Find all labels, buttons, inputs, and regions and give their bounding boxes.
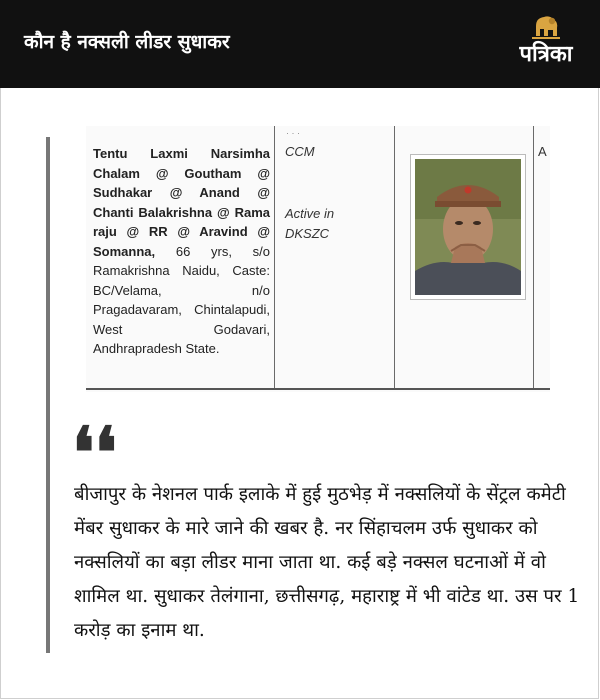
rank-cell: CCM xyxy=(285,144,315,159)
cut-text: · · · xyxy=(286,128,300,138)
next-column-cell: A xyxy=(538,144,547,159)
page-title: कौन है नक्सली लीडर सुधाकर xyxy=(24,31,230,53)
accused-details xyxy=(93,144,270,359)
accused-info: 66 yrs, s/o Ramakrishna Naidu, Caste: BC/Velama, n/o Pragadavaram, Chintalapudi, West Godavari, Andhrapradesh State. xyxy=(93,243,270,356)
portrait-photo xyxy=(410,154,526,300)
accused-aliases: Tentu Laxmi Narsimha Chalam @ Goutham @ Sudhakar @ Anand @ Chanti Balakrishna @ Rama raju @ RR @ Aravind @ Somanna, xyxy=(93,146,270,259)
header-bar xyxy=(0,0,600,88)
patrika-logo[interactable] xyxy=(514,12,578,78)
status-cell: Active in DKSZC xyxy=(285,206,335,241)
quote-paragraph: बीजापुर के नेशनल पार्क इलाके में हुई मुठभेड़ में नक्सलियों के सेंट्रल कमेटी मेंबर सुधाकर के मारे जाने की खबर है. नर सिंहाचलम उर्फ सुधाकर को नक्सलियों का बड़ा लीडर माना जाता था. कई बड़े नक्सल घटनाओं में वो शामिल था. सुधाकर तेलंगाना, छत्तीसगढ़, महाराष्ट्र में भी वांटेड था. उस पर 1 करोड़ का इनाम था. xyxy=(74,484,580,641)
table-bottom-rule xyxy=(86,388,550,390)
quote-mark-icon: ❛❛ xyxy=(72,411,118,494)
document-clipping xyxy=(86,126,550,392)
lion-emblem-icon xyxy=(530,12,562,40)
table-divider xyxy=(533,126,534,388)
logo-text: पत्रिका xyxy=(519,42,573,67)
table-divider xyxy=(274,126,275,388)
table-divider xyxy=(394,126,395,388)
accent-bar xyxy=(46,137,50,653)
